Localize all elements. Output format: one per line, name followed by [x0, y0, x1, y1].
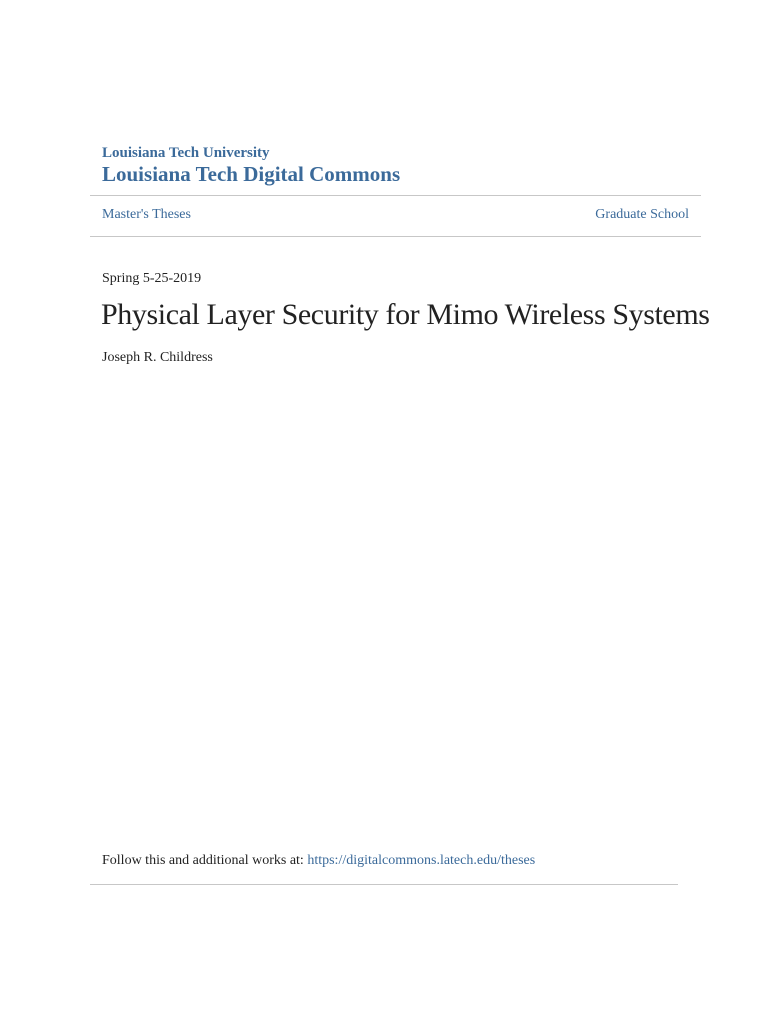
university-name[interactable]: Louisiana Tech University	[102, 145, 270, 161]
bottom-divider	[90, 884, 678, 885]
collection-link[interactable]: Master's Theses	[102, 207, 191, 222]
follow-line	[102, 852, 535, 870]
repository-name[interactable]: Louisiana Tech Digital Commons	[102, 162, 401, 186]
repository-header	[102, 144, 400, 186]
school-link[interactable]: Graduate School	[595, 207, 689, 222]
document-title: Physical Layer Security for Mimo Wireless Systems	[101, 298, 710, 331]
follow-link[interactable]: https://digitalcommons.latech.edu/theses	[307, 853, 536, 868]
follow-text: Follow this and additional works at:	[102, 853, 308, 868]
top-divider	[90, 195, 701, 196]
author-name[interactable]: Joseph R. Childress	[102, 350, 213, 365]
publication-date: Spring 5-25-2019	[102, 271, 202, 286]
middle-divider	[90, 236, 701, 237]
